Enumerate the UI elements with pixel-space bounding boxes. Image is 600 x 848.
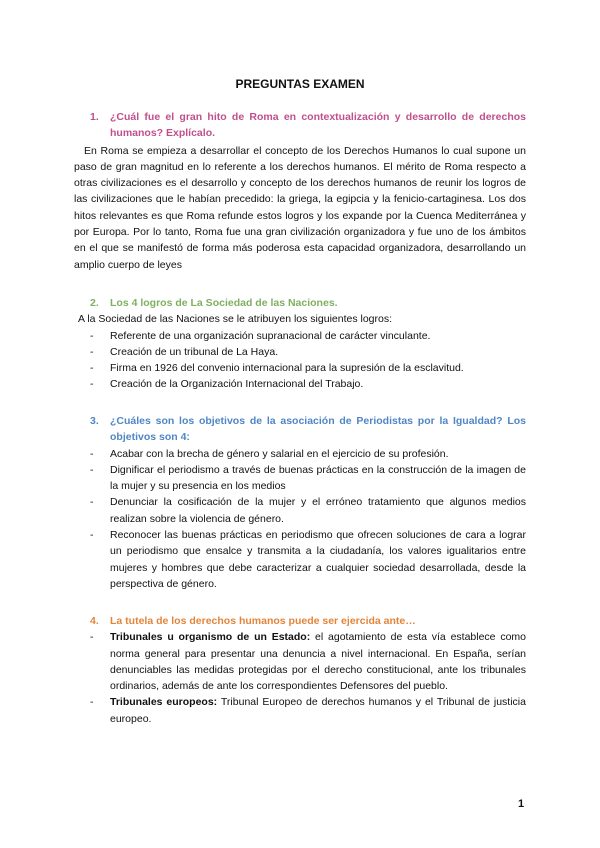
page-title: PREGUNTAS EXAMEN [235, 77, 365, 91]
list-item: - Tribunales europeos: Tribunal Europeo de derechos humanos y el Tribunal de justicia europeo. [90, 696, 526, 725]
logros-list [74, 328, 526, 393]
question-number: 1. [90, 111, 99, 123]
list-item: - Tribunales u organismo de un Estado: el agotamiento de esta vía establece como norma general para presentar una denuncia a nivel internacional. En España, serían denunciables las medidas protegidas por el derecho constitucional, ante los tribunales ordinarios, además de ante los correspondientes Defensores del pueblo. [90, 631, 526, 693]
objetivos-list [74, 446, 526, 593]
section-1 [74, 109, 526, 273]
item-text: el agotamiento de esta vía establece como norma general para presentar una denuncia a nivel internacional. En España, serían denunciables las medidas protegidas por el derecho constitucional, ante los tribunales ordinarios, además de ante los correspondientes Defensores del pueblo. [110, 631, 526, 693]
list-item: - Firma en 1926 del convenio internacional para la supresión de la esclavitud. [90, 362, 464, 375]
list-item: - Creación de la Organización Internacional del Trabajo. [90, 378, 364, 391]
question-number: 3. [90, 415, 99, 427]
item-text: Tribunal Europeo de derechos humanos y el Tribunal de justicia europeo. [110, 696, 526, 725]
question-2 [74, 295, 526, 311]
question-text: ¿Cuál fue el gran hito de Roma en contextualización y desarrollo de derechos humanos? Explícalo. [110, 111, 526, 140]
list-item: - Acabar con la brecha de género y salarial en el ejercicio de su profesión. [90, 447, 449, 460]
answer-paragraph: En Roma se empieza a desarrollar el concepto de los Derechos Humanos lo cual supone un paso de gran magnitud en lo referente a los derechos humanos. El mérito de Roma respecto a otras civilizaciones es el desarrollo y concepto de los derechos humanos de reunir los logros de las civilizaciones que le habían precedido: la griega, la egipcia y la fenicio-cartaginesa. Los dos hitos relevantes es que Roma refunde estos logros y los expande por la Cuenca Mediterránea y por Europa. Por lo tanto, Roma fue una gran civilización organizadora y fue uno de los ámbitos en el que se manifestó de forma más poderosa esta capacidad organizadora, desarrollando un amplio cuerpo de leyes [74, 144, 526, 271]
question-3 [74, 413, 526, 446]
list-item: - Denunciar la cosificación de la mujer y el erróneo tratamiento que algunos medios realizan sobre la violencia de género. [90, 496, 526, 525]
list-item: - Referente de una organización supranacional de carácter vinculante. [90, 329, 431, 342]
question-text: La tutela de los derechos humanos puede ser ejercida ante… [110, 615, 416, 627]
item-heading: Tribunales u organismo de un Estado: [110, 631, 311, 644]
question-number: 4. [90, 615, 99, 627]
tutela-list [74, 629, 526, 727]
list-item: - Reconocer las buenas prácticas en periodismo que ofrecen soluciones de cara a lograr un periodismo que ensalce y transmita a la ciudadanía, los valores igualitarios entre mujeres y hombres que debe caracterizar a cualquier sociedad desarrollada, desde la perspectiva de género. [90, 529, 526, 590]
section-2 [74, 295, 526, 393]
section-4 [74, 613, 526, 727]
section-3 [74, 413, 526, 592]
question-number: 2. [90, 297, 99, 309]
question-4 [74, 613, 526, 629]
list-item: - Creación de un tribunal de La Haya. [90, 345, 279, 358]
item-heading: Tribunales europeos: [110, 696, 218, 709]
question-1 [74, 109, 526, 142]
question-text: ¿Cuáles son los objetivos de la asociación de Periodistas por la Igualdad? Los objetivos son 4: [110, 415, 526, 444]
list-item: - Dignificar el periodismo a través de buenas prácticas en la construcción de la imagen de la mujer y su presencia en los medios [90, 463, 526, 493]
intro-text: A la Sociedad de las Naciones se le atribuyen los siguientes logros: [78, 313, 393, 326]
question-text: Los 4 logros de La Sociedad de las Naciones. [110, 297, 338, 309]
page-number: 1 [518, 798, 525, 810]
